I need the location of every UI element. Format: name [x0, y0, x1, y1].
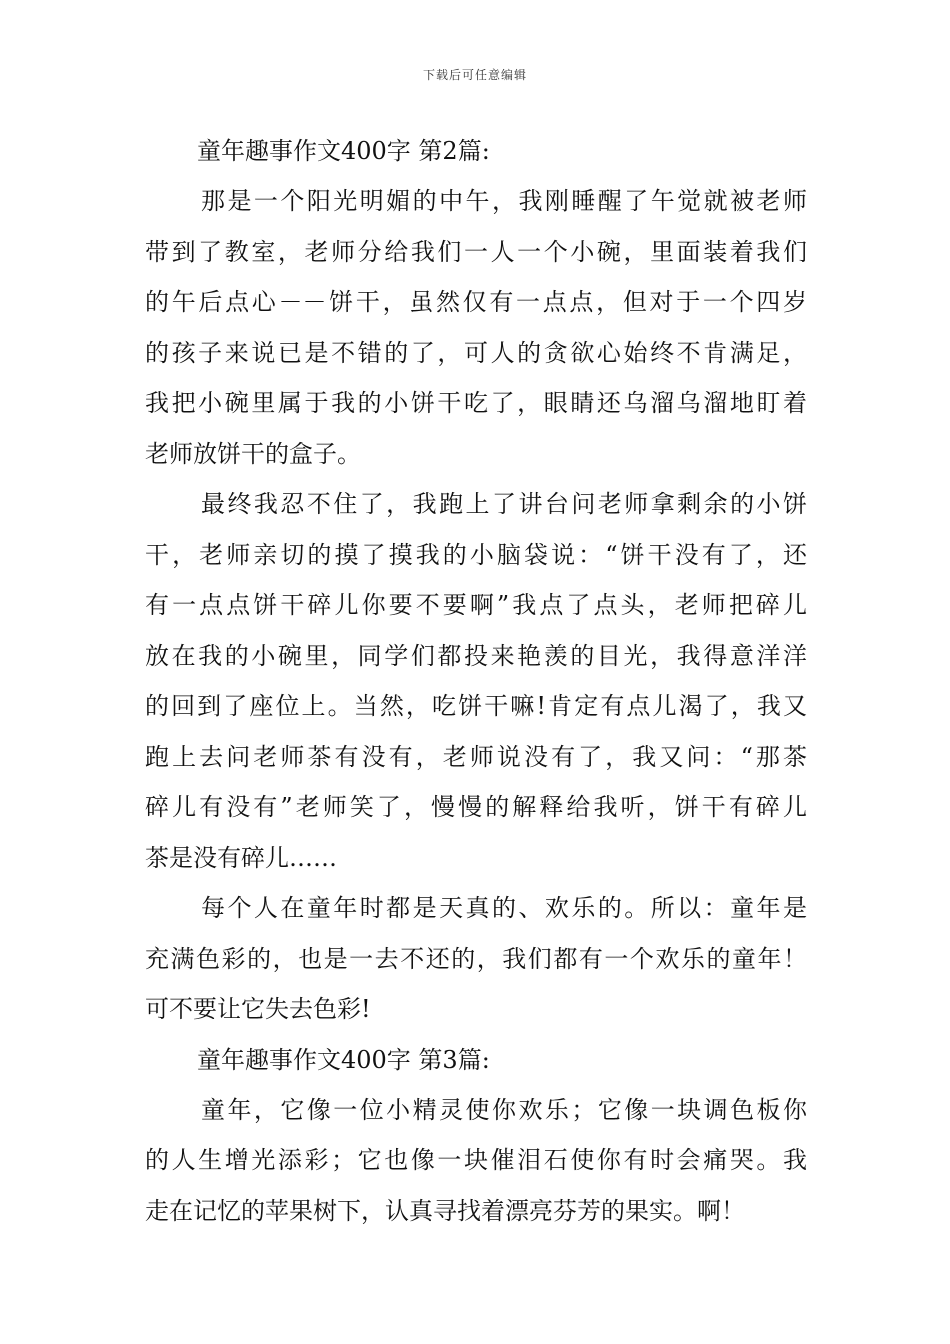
- text-line: 茶是没有碎儿……: [145, 843, 337, 872]
- text-line: 走在记忆的苹果树下，认真寻找着漂亮芬芳的果实。啊！: [145, 1196, 745, 1225]
- text-line: 的回到了座位上。当然，吃饼干嘛!肯定有点儿渴了，我又: [145, 692, 807, 720]
- text-line: 我把小碗里属于我的小饼干吃了，眼睛还乌溜乌溜地盯着: [145, 389, 807, 417]
- text-line: 碎儿有没有”老师笑了，慢慢的解释给我听，饼干有碎儿: [145, 793, 807, 821]
- section-heading: 童年趣事作文400字 第3篇:: [197, 1045, 490, 1074]
- text-line: 充满色彩的，也是一去不还的，我们都有一个欢乐的童年！: [145, 944, 807, 973]
- header-note: 下载后可任意编辑: [422, 68, 527, 82]
- document-body: [145, 126, 807, 1236]
- text-line: 的人生增光添彩；它也像一块催泪石使你有时会痛哭。我: [145, 1146, 807, 1174]
- text-line: 带到了教室，老师分给我们一人一个小碗，里面装着我们: [145, 237, 807, 266]
- text-line: 跑上去问老师茶有没有，老师说没有了，我又问：“那茶: [145, 742, 807, 771]
- text-line: 放在我的小碗里，同学们都投来艳羡的目光，我得意洋洋: [145, 641, 807, 670]
- text-line: 干，老师亲切的摸了摸我的小脑袋说：“饼干没有了，还: [145, 540, 807, 569]
- text-line: 最终我忍不住了，我跑上了讲台问老师拿剩余的小饼: [201, 490, 807, 518]
- paragraph: [145, 1085, 807, 1237]
- text-line: 有一点点饼干碎儿你要不要啊”我点了点头，老师把碎儿: [145, 591, 807, 619]
- text-line: 童年，它像一位小精灵使你欢乐；它像一块调色板你: [201, 1095, 807, 1124]
- paragraph: [145, 883, 807, 1035]
- text-line: 可不要让它失去色彩!: [145, 995, 371, 1023]
- text-line: 老师放饼干的盒子。: [145, 439, 361, 468]
- paragraph: [145, 176, 807, 479]
- text-line: 的孩子来说已是不错的了，可人的贪欲心始终不肯满足，: [145, 338, 807, 367]
- text-line: 的午后点心－－饼干，虽然仅有一点点，但对于一个四岁: [145, 288, 807, 316]
- text-line: 那是一个阳光明媚的中午，我刚睡醒了午觉就被老师: [201, 187, 807, 215]
- text-line: 每个人在童年时都是天真的、欢乐的。所以：童年是: [201, 894, 807, 922]
- paragraph: [145, 479, 807, 883]
- section-heading: 童年趣事作文400字 第2篇:: [197, 137, 490, 165]
